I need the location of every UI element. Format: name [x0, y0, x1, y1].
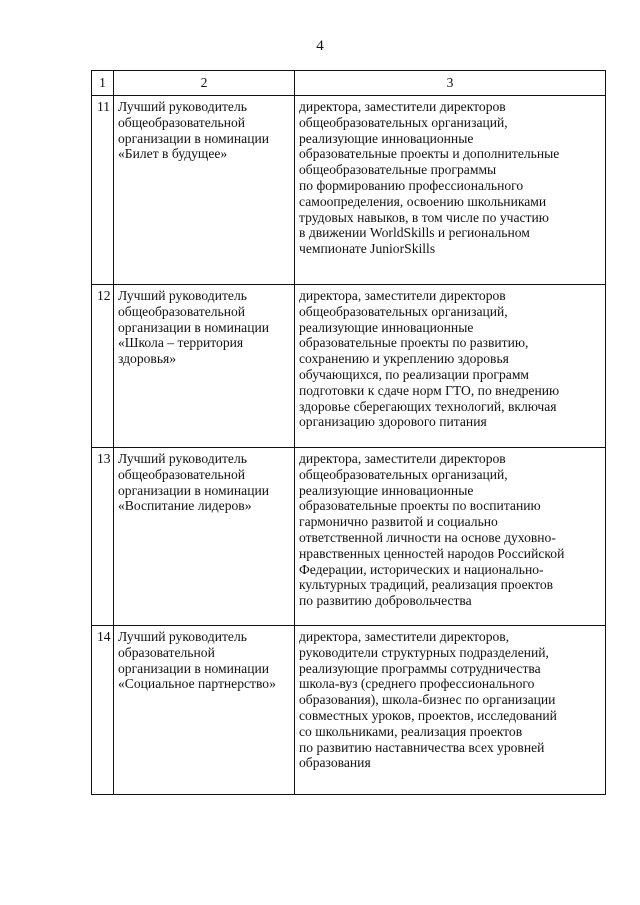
table-row: [92, 626, 606, 795]
column-header-1: 1: [92, 71, 114, 96]
nomination-description: директора, заместители директоров, руководители структурных подразделений, реализующие программы сотрудничества школа-вуз (среднего профессионального образования), школа-бизнес по организации совместных уроков, проектов, исследований со школьниками, реализация проектов по развитию наставничества всех уровней образования: [295, 626, 606, 795]
row-number: 14: [92, 626, 114, 795]
nomination-name: Лучший руководитель образовательной организации в номинации «Социальное партнерство»: [114, 626, 295, 795]
column-header-2: 2: [114, 71, 295, 96]
table-row: [92, 96, 606, 285]
nomination-description: директора, заместители директоров общеобразовательных организаций, реализующие инновационные образовательные проекты по воспитанию гармонично развитой и социально ответственной личности на основе духовно- нравственных ценностей народов Российской Федерации, исторических и национально- культурных традиций, реализация проектов по развитию добровольчества: [295, 448, 606, 626]
nominations-table: [91, 70, 606, 795]
nomination-name: Лучший руководитель общеобразовательной организации в номинации «Школа – территория здоровья»: [114, 285, 295, 448]
nomination-name: Лучший руководитель общеобразовательной организации в номинации «Воспитание лидеров»: [114, 448, 295, 626]
row-number: 11: [92, 96, 114, 285]
nomination-description: директора, заместители директоров общеобразовательных организаций, реализующие инновационные образовательные проекты и дополнительные общеобразовательные программы по формированию профессионального самоопределения, освоению школьниками трудовых навыков, в том числе по участию в движении WorldSkills и региональном чемпионате JuniorSkills: [295, 96, 606, 285]
row-number: 13: [92, 448, 114, 626]
row-number: 12: [92, 285, 114, 448]
nomination-name: Лучший руководитель общеобразовательной организации в номинации «Билет в будущее»: [114, 96, 295, 285]
column-header-3: 3: [295, 71, 606, 96]
table-row: [92, 448, 606, 626]
nomination-description: директора, заместители директоров общеобразовательных организаций, реализующие инновационные образовательные проекты по развитию, сохранению и укреплению здоровья обучающихся, по реализации программ подготовки к сдаче норм ГТО, по внедрению здоровье сберегающих технологий, включая организацию здорового питания: [295, 285, 606, 448]
page-number: 4: [316, 38, 324, 54]
table-header-row: [92, 71, 606, 96]
table-row: [92, 285, 606, 448]
